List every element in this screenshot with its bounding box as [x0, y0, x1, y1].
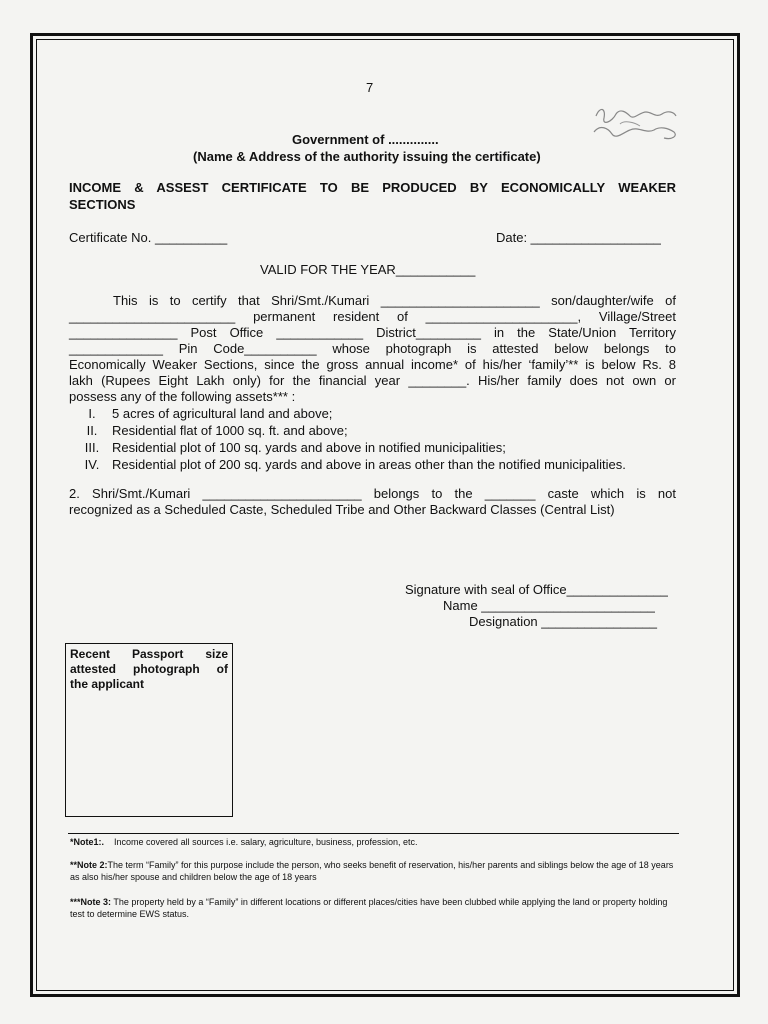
para1-line: lakh (Rupees Eight Lakh only) for the financial year ________. His/her family does not own or — [69, 373, 676, 388]
list-item: IV. Residential plot of 200 sq. yards and above in areas other than the notified municipalities. — [84, 457, 626, 472]
certificate-no-field: Certificate No. __________ — [69, 230, 228, 245]
note-2: **Note 2:The term “Family” for this purpose include the person, who seeks benefit of reservation, his/her parents and siblings below the age of 18 years as also his/her spouse and children below the age of 18 years — [70, 860, 674, 882]
handwritten-signature — [590, 98, 682, 146]
assets-list — [72, 405, 626, 473]
para2-line: recognized as a Scheduled Caste, Scheduled Tribe and Other Backward Classes (Central List) — [69, 502, 615, 517]
designation-field: Designation ________________ — [469, 614, 657, 629]
photo-box — [65, 643, 233, 817]
para1-line: possess any of the following assets*** : — [69, 389, 296, 404]
date-field: Date: __________________ — [496, 230, 661, 245]
list-item: II. Residential flat of 1000 sq. ft. and above; — [86, 423, 348, 438]
para1-line: _____________ Pin Code__________ whose photograph is attested below belongs to — [69, 341, 676, 356]
photo-box-label: attested photograph of — [70, 662, 228, 676]
note-1: *Note1:. Income covered all sources i.e. salary, agriculture, business, profession, etc. — [70, 837, 418, 847]
signature-seal-field: Signature with seal of Office______________ — [405, 582, 668, 597]
para2-line: 2. Shri/Smt./Kumari ______________________ belongs to the _______ caste which is not — [69, 486, 676, 501]
note-3: ***Note 3: The property held by a “Family” in different locations or different places/cities have been clubbed while applying the land or property holding test to determine EWS status. — [70, 897, 668, 919]
photo-box-label: the applicant — [70, 677, 145, 691]
para1-line: _______________ Post Office ____________ District_________ in the State/Union Territory — [69, 325, 676, 340]
para1-line: _______________________ permanent resident of _____________________, Village/Street — [69, 309, 676, 324]
list-item: I. 5 acres of agricultural land and above; — [88, 406, 333, 421]
list-item: III. Residential plot of 100 sq. yards and above in notified municipalities; — [84, 440, 506, 455]
certificate-title: INCOME & ASSEST CERTIFICATE TO BE PRODUCED BY ECONOMICALLY WEAKER — [69, 180, 676, 195]
valid-for-year: VALID FOR THE YEAR___________ — [260, 262, 476, 277]
header-government: Government of .............. — [292, 132, 439, 147]
name-field: Name ________________________ — [443, 598, 655, 613]
header-authority: (Name & Address of the authority issuing the certificate) — [193, 149, 541, 164]
photo-box-label: Recent Passport size — [70, 647, 228, 661]
para1-line: Economically Weaker Sections, since the gross annual income* of his/her ‘family’** is below Rs. 8 — [69, 357, 676, 372]
page-number: 7 — [366, 80, 374, 95]
certificate-title-line2: SECTIONS — [69, 197, 136, 212]
notes-divider — [68, 833, 679, 834]
para1-line: This is to certify that Shri/Smt./Kumari ______________________ son/daughter/wife of — [113, 293, 676, 308]
